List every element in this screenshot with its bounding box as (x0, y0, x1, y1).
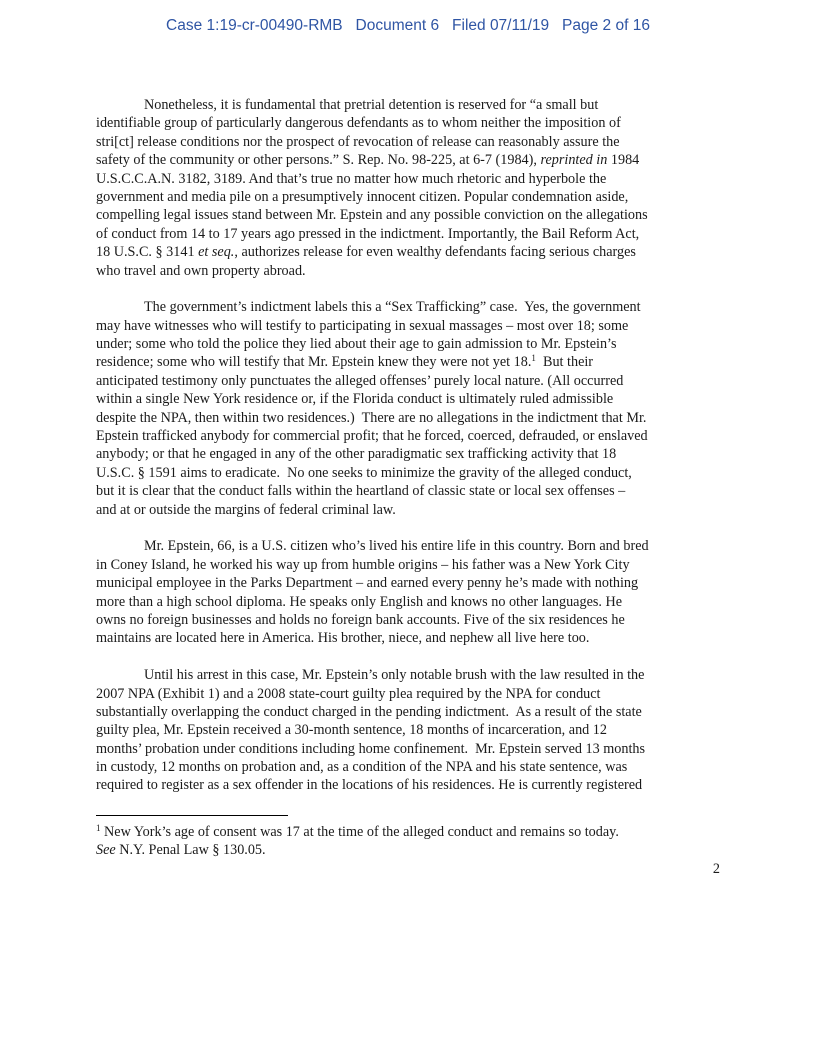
text-run: municipal employee in the Parks Department – and earned every penny he’s made with nothing (96, 575, 639, 592)
text-line (96, 390, 720, 408)
italic-text: reprinted in (540, 152, 608, 169)
text-run: required to register as a sex offender in the locations of his residences. He is currently registered (96, 777, 643, 794)
text-line (96, 243, 720, 261)
text-run: more than a high school diploma. He speaks only English and knows no other languages. He (96, 593, 623, 610)
text-run: identifiable group of particularly dangerous defendants as to whom neither the imposition of (96, 115, 621, 132)
footnotes (96, 823, 720, 860)
text-line (96, 464, 720, 482)
italic-text: See (96, 842, 116, 859)
text-line (96, 666, 720, 684)
text-run: but it is clear that the conduct falls within the heartland of classic state or local sex offenses – (96, 483, 626, 500)
case-header: Case 1:19-cr-00490-RMB Document 6 Filed 07/11/19 Page 2 of 16 (166, 17, 650, 34)
paragraph (96, 537, 720, 647)
text-line (96, 133, 720, 151)
text-run: may have witnesses who will testify to participating in sexual massages – most over 18; some (96, 317, 629, 334)
paragraph (96, 298, 720, 519)
text-line (96, 445, 720, 463)
text-line (96, 611, 720, 629)
text-run: stri[ct] release conditions nor the prospect of revocation of release can reasonably assure the (96, 133, 620, 150)
text-line (96, 170, 720, 188)
text-line (96, 262, 720, 280)
text-run: 18 U.S.C. § 3141 (96, 244, 199, 261)
text-run: government and media pile on a presumptively innocent citizen. Popular condemnation aside, (96, 188, 629, 205)
footnote-marker: 1 (531, 353, 536, 364)
italic-text: et seq. (198, 244, 235, 261)
text-run: owns no foreign businesses and holds no foreign bank accounts. Five of the six residences he (96, 611, 625, 628)
text-run: guilty plea, Mr. Epstein received a 30-month sentence, 18 months of incarceration, and 12 (96, 722, 607, 739)
text-line (96, 685, 720, 703)
text-run: U.S.C. § 1591 aims to eradicate. No one seeks to minimize the gravity of the alleged conduct, (96, 464, 632, 481)
text-run: 2007 NPA (Exhibit 1) and a 2008 state-court guilty plea required by the NPA for conduct (96, 685, 601, 702)
text-line (96, 225, 720, 243)
text-line (96, 298, 720, 316)
text-line (96, 96, 720, 114)
text-run: maintains are located here in America. His brother, niece, and nephew all live here too. (96, 630, 590, 647)
text-run: safety of the community or other persons.” S. Rep. No. 98-225, at 6-7 (1984), (96, 152, 541, 169)
text-run: Mr. Epstein, 66, is a U.S. citizen who’s lived his entire life in this country. Born and bred (144, 538, 649, 555)
text-line (96, 740, 720, 758)
text-line (96, 841, 720, 859)
text-run: New York’s age of consent was 17 at the time of the alleged conduct and remains so today. (100, 824, 619, 840)
text-line (96, 151, 720, 169)
text-run: Until his arrest in this case, Mr. Epstein’s only notable brush with the law resulted in the (144, 667, 645, 684)
text-run: months’ probation under conditions including home confinement. Mr. Epstein served 13 months (96, 740, 646, 757)
text-line (96, 593, 720, 611)
text-line (96, 556, 720, 574)
text-line (96, 409, 720, 427)
text-run: and at or outside the margins of federal criminal law. (96, 501, 396, 518)
text-line (96, 703, 720, 721)
text-line (96, 114, 720, 132)
text-run: despite the NPA, then within two residences.) There are no allegations in the indictment that Mr. (96, 409, 647, 426)
text-run: who travel and own property abroad. (96, 262, 306, 279)
text-run: in Coney Island, he worked his way up from humble origins – his father was a New York City (96, 556, 630, 573)
text-line (96, 776, 720, 794)
text-line (96, 353, 720, 371)
text-line (96, 482, 720, 500)
footnote-divider (96, 815, 288, 816)
text-line (96, 206, 720, 224)
text-line (96, 574, 720, 592)
text-line (96, 629, 720, 647)
document-body (96, 96, 720, 813)
text-run: Epstein trafficked anybody for commercial profit; that he forced, coerced, defrauded, or enslaved (96, 428, 648, 445)
text-run: The government’s indictment labels this a “Sex Trafficking” case. Yes, the government (144, 299, 641, 316)
paragraph (96, 666, 720, 795)
text-line (96, 721, 720, 739)
text-line (96, 823, 720, 841)
text-run: anybody; or that he engaged in any of the other paradigmatic sex trafficking activity that 18 (96, 446, 617, 463)
text-line (96, 427, 720, 445)
text-run: compelling legal issues stand between Mr. Epstein and any possible conviction on the allegations (96, 207, 648, 224)
text-run: anticipated testimony only punctuates the alleged offenses’ purely local nature. (All occurred (96, 372, 624, 389)
text-line (96, 335, 720, 353)
text-run: 1984 (607, 152, 640, 169)
text-run: in custody, 12 months on probation and, as a condition of the NPA and his state sentence, was (96, 759, 628, 776)
text-line (96, 372, 720, 390)
paragraph (96, 96, 720, 280)
text-run: , authorizes release for even wealthy defendants facing serious charges (234, 244, 636, 261)
text-line (96, 501, 720, 519)
text-run: of conduct from 14 to 17 years ago pressed in the indictment. Importantly, the Bail Reform Act, (96, 225, 640, 242)
text-run: N.Y. Penal Law § 130.05. (115, 842, 266, 859)
footnote-marker: 1 (96, 823, 101, 833)
text-line (96, 317, 720, 335)
text-run: Nonetheless, it is fundamental that pretrial detention is reserved for “a small but (144, 97, 599, 113)
text-line (96, 537, 720, 555)
text-run: residence; some who will testify that Mr. Epstein knew they were not yet 18. (96, 354, 532, 371)
text-run: within a single New York residence or, if the Florida conduct is ultimately ruled admissible (96, 391, 614, 408)
text-line (96, 188, 720, 206)
page-number: 2 (712, 861, 720, 877)
text-run: under; some who told the police they lied about their age to gain admission to Mr. Epstein’s (96, 336, 617, 353)
text-run: But their (535, 354, 594, 371)
text-run: substantially overlapping the conduct charged in the pending indictment. As a result of the state (96, 703, 642, 720)
text-line (96, 758, 720, 776)
footnote (96, 823, 720, 860)
text-run: U.S.C.C.A.N. 3182, 3189. And that’s true no matter how much rhetoric and hyperbole the (96, 170, 607, 187)
